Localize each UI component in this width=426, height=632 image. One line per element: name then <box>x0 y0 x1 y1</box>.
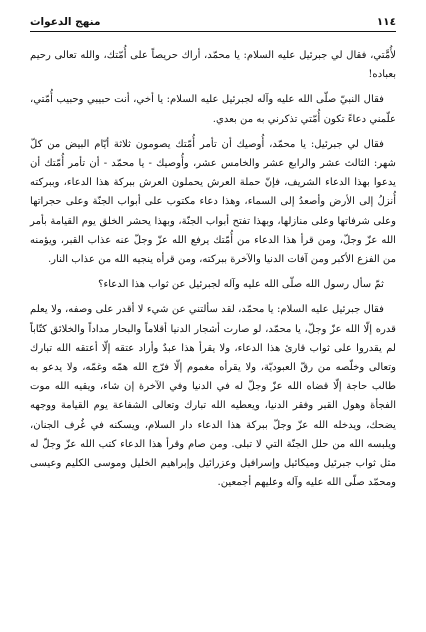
paragraph-gabriel-advice: فقال لي جبرئيل: يا محمّد، أُوصيك أن تأمر أُمّتك يصومون ثلاثة أيّام البيض من كلّ شهر: الثالث عشر والرابع عشر والخامس عشر، وأُوصيك - يا محمّد - أن تأمر أُمّتك أن يدعوا بهذا الدعاء الشريف، فإنّ حملة العرش يحملون العرش ببركة هذا الدعاء، وببركته أُنزلُ إلى الأرض وأصعدُ إلى السماء، وهذا دعاء مكتوب على أبواب الجنّة وعلى حجراتها وعلى شرفاتها وعلى منازلها، وبهذا تفتح أبواب الجنّة، وبهذا يحشر الخلق يوم القيامة بأمر الله عزّ وجلّ، ومن قرأ هذا الدعاء من أُمّتك يرفع الله عزّ وجلّ عنه عذاب القبر، ويؤمنه من الفزع الأكبر ومن آفات الدنيا والآخرة ببركته، ومن قرأه ينجيه الله من عذاب النار. <box>30 138 396 266</box>
running-header <box>30 16 396 32</box>
page-number: ١١٤ <box>376 16 396 28</box>
paragraph-reward: فقال جبرئيل عليه السلام: يا محمّد، لقد سألتني عن شيء لا أقدر على وصفه، ولا يعلم قدره إلّا الله عزّ وجلّ، يا محمّد، لو صارت أشجار الدنيا أقلاماً والبحار مداداً والخلائق كتّاباً لم يقدروا على ثواب قارئ هذا الدعاء، ولا يقرأ هذا عبدٌ وأراد عتقه إلّا أعتقه الله تبارك وتعالى وخلّصه من رقّ العبوديّة، ولا يقرأه مغموم إلّا فرّج الله همّه وغمّه، ولا يدعو به طالب حاجة إلّا قضاه الله عزّ وجلّ له في الدنيا وفي الآخرة إن شاء، ويقيه الله موت الفجأة وهول القبر وفقر الدنيا، ويعطيه الله تبارك وتعالى الشفاعة يوم القيامة ووجهه يضحك، ويدخله الله عزّ وجلّ ببركة هذا الدعاء دار السلام، ويسكنه في غُرف الجنان، ويلبسه الله من حلل الجنّة التي لا تبلى. ومن صام وقرأ هذا الدعاء كتب الله عزّ وجلّ له مثل ثواب جبرئيل وميكائيل وإسرافيل وعزرائيل وإبراهيم الخليل وموسى الكليم وعيسى ومحمّد صلّى الله عليه وآله وعليهم أجمعين. <box>30 304 396 489</box>
paragraph-prophet-request: فقال النبيّ صلّى الله عليه وآله لجبرئيل عليه السلام: يا أخي، أنت حبيبي وحبيب أُمّتي، علّمني دعاءً تكون أُمّتي تذكرني به من بعدي. <box>30 94 396 125</box>
body-text <box>30 46 396 492</box>
paragraph-question: ثمّ سأل رسول الله صلّى الله عليه وآله لجبرئيل عن ثواب هذا الدعاء؟ <box>98 279 384 291</box>
paragraph-continuation: لأُمَّتي، فقال لي جبرئيل عليه السلام: يا محمّد، أراك حريصاً على أُمّتك، والله تعالى رحيم بعباده! <box>30 50 396 81</box>
book-title: منهج الدعوات <box>30 16 101 28</box>
